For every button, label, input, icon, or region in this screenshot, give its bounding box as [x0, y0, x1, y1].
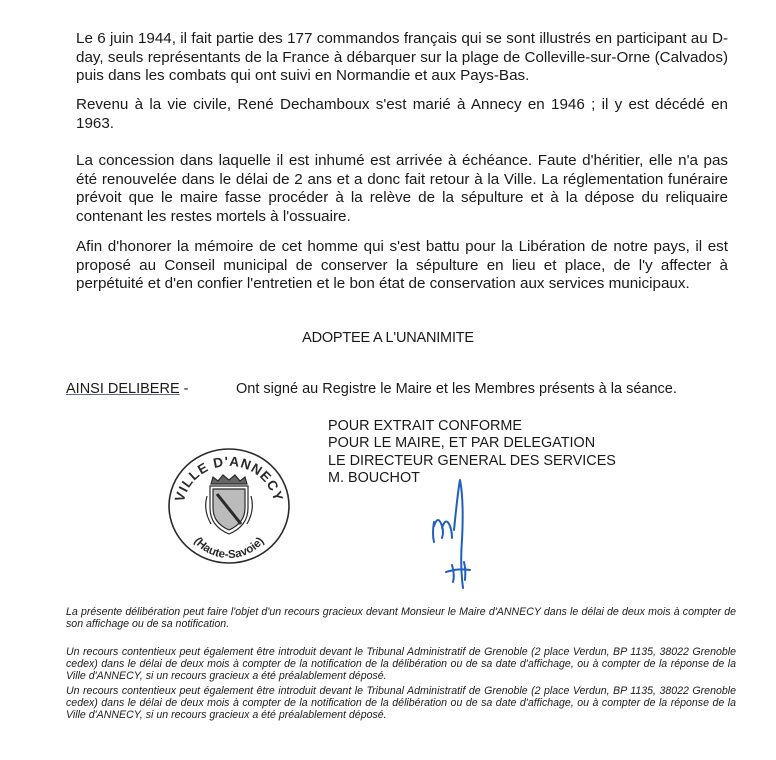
paragraph-civil-life: Revenu à la vie civile, René Dechamboux s'est marié à Annecy en 1946 ; il y est décédé en 1963.: [76, 96, 728, 132]
seal-top-text: VILLE D'ANNECY: [171, 453, 287, 504]
certification-line: POUR LE MAIRE, ET PAR DELEGATION: [328, 435, 596, 452]
deliberation-dash: -: [183, 381, 189, 397]
paragraph-concession: La concession dans laquelle il est inhumé est arrivée à échéance. Faute d'héritier, elle n'a pas été renouvelée dans le délai de 2 ans et a donc fait retour à la Ville. La réglementation funéraire prévoit que le maire fasse procéder à la relève de la sépulture et à la dépose du reliquaire contenant les restes mortels à l'ossuaire.: [76, 152, 728, 226]
city-seal-stamp: [163, 444, 295, 568]
handwritten-signature: [408, 470, 488, 590]
appeal-notice-gracious: La présente délibération peut faire l'objet d'un recours gracieux devant Monsieur le Maire d'ANNECY dans le délai de deux mois à compter de son affichage ou de sa notification.: [66, 606, 736, 630]
paragraph-proposal: Afin d'honorer la mémoire de cet homme qui s'est battu pour la Libération de notre pays, il est proposé au Conseil municipal de conserver la sépulture en lieu et place, de l'y affecter à perpétuité et d'en confier l'entretien et le bon état de conservation aux services municipaux.: [76, 238, 728, 293]
appeal-notice-contentious-repeat: Un recours contentieux peut également être introduit devant le Tribunal Administratif de Grenoble (2 place Verdun, BP 1135, 38022 Grenoble cedex) dans le délai de deux mois à compter de la notification de la délibération ou de sa date d'affichage, ou à compter de la réponse de la Ville d'ANNECY, si un recours gracieux a été préalablement déposé.: [66, 685, 736, 721]
certification-line: POUR EXTRAIT CONFORME: [328, 418, 523, 434]
certification-line: LE DIRECTEUR GENERAL DES SERVICES: [328, 452, 616, 469]
appeal-notice-contentious: Un recours contentieux peut également être introduit devant le Tribunal Administratif de Grenoble (2 place Verdun, BP 1135, 38022 Grenoble cedex) dans le délai de deux mois à compter de la notification de la délibération ou de sa date d'affichage, ou à compter de la réponse de la Ville d'ANNECY, si un recours gracieux a été préalablement déposé.: [66, 646, 736, 682]
decision-heading: ADOPTEE A L'UNANIMITE: [302, 330, 474, 346]
paragraph-commando-history: Le 6 juin 1944, il fait partie des 177 commandos français qui se sont illustrés en participant au D-day, seuls représentants de la France à débarquer sur la plage de Colleville-sur-Orne (Calvados) puis dans les combats qui ont suivi en Normandie et aux Pays-Bas.: [76, 30, 728, 85]
deliberation-label-group: [66, 381, 189, 397]
deliberation-label: AINSI DELIBERE: [66, 381, 180, 397]
coat-of-arms-icon: [206, 475, 253, 534]
signatory-name: M. BOUCHOT: [328, 469, 420, 486]
deliberation-text: Ont signé au Registre le Maire et les Membres présents à la séance.: [236, 381, 677, 397]
seal-bottom-text: (Haute-Savoie): [191, 535, 267, 562]
